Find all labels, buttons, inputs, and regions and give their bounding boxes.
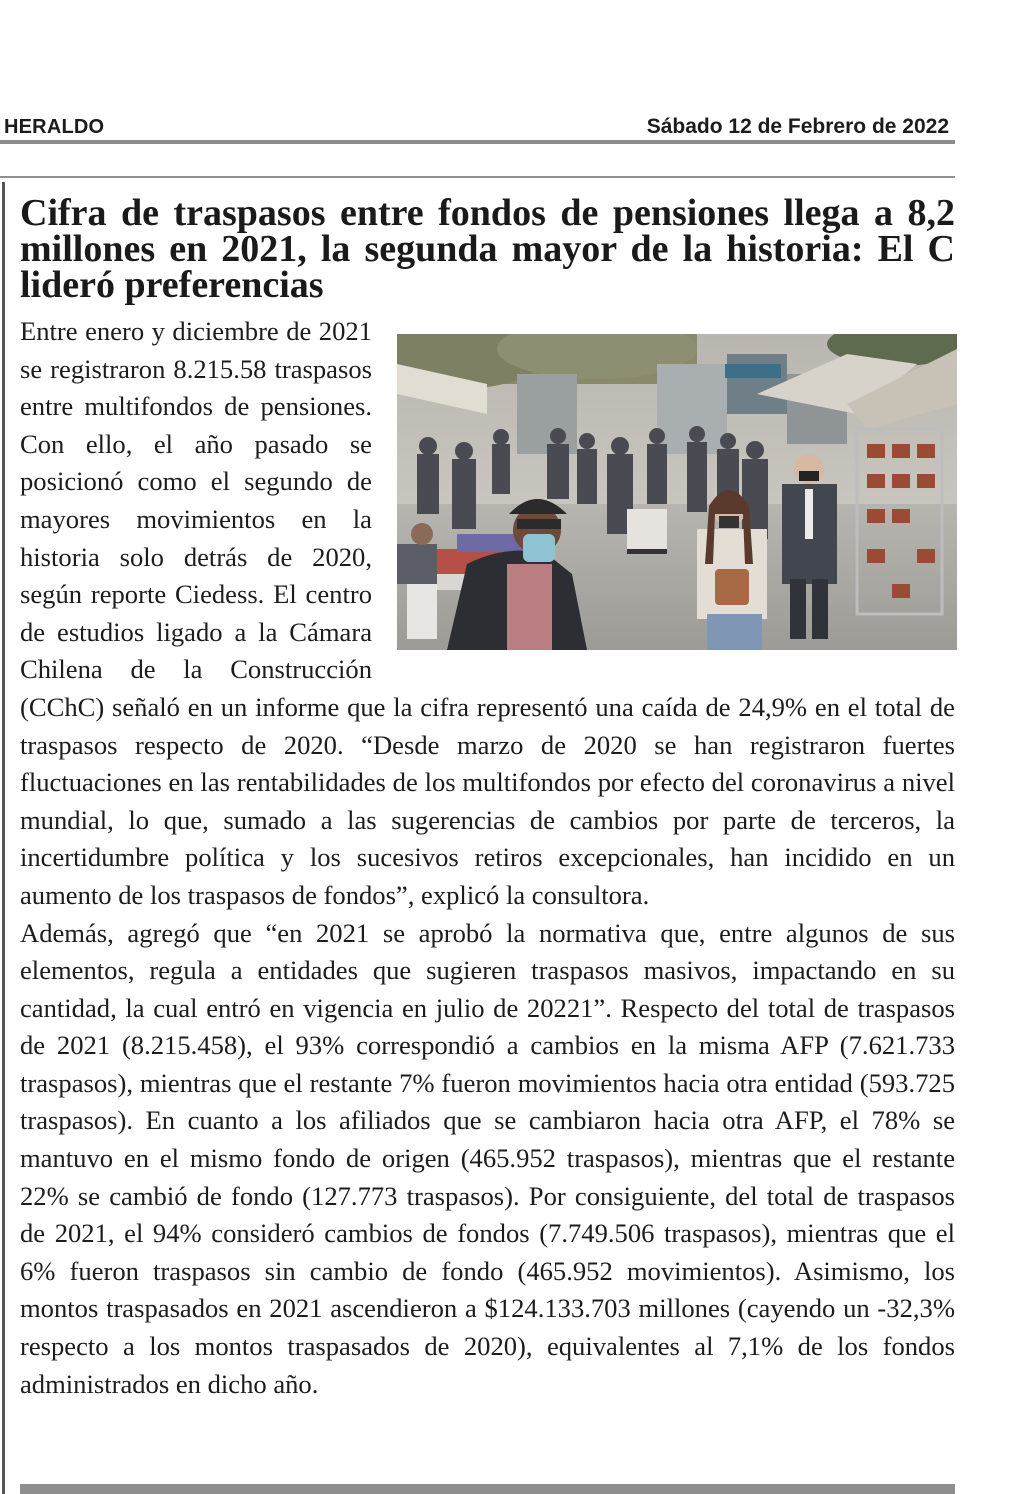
publication-date: Sábado 12 de Febrero de 2022 xyxy=(646,115,949,138)
section-rule xyxy=(0,176,955,178)
header-rule xyxy=(0,140,955,144)
article-body xyxy=(20,313,955,1403)
masthead xyxy=(0,110,955,144)
news-photo xyxy=(397,334,957,650)
article-headline: Cifra de traspasos entre fondos de pensiones llega a 8,2 millones en 2021, la segunda mayor de la historia: El C lideró preferencias xyxy=(20,192,955,306)
footer-rule xyxy=(20,1484,955,1494)
street-crowd-photo xyxy=(397,334,957,650)
article-paragraph-2: Además, agregó que “en 2021 se aprobó la normativa que, entre algunos de sus elementos, regula a entidades que sugieren traspasos masivos, impactando en su cantidad, la cual entró en vigencia en julio de 20221”. Respecto del total de traspasos de 2021 (8.215.458), el 93% correspondió a cambios en la misma AFP (7.621.733 traspasos), mientras que el restante 7% fueron movimientos hacia otra entidad (593.725 traspasos). En cuanto a los afiliados que se cambiaron hacia otra AFP, el 78% se mantuvo en el mismo fondo de origen (465.952 traspasos), mientras que el restante 22% se cambió de fondo (127.773 traspasos). Por consiguiente, del total de traspasos de 2021, el 94% consideró cambios de fondos (7.749.506 traspasos), mientras que el 6% fueron traspasos sin cambio de fondo (465.952 movimientos). Asimismo, los montos traspasados en 2021 ascendieron a $124.133.703 millones (cayendo un -32,3% respecto a los montos traspasados de 2020), equivalentes al 7,1% de los fondos administrados en dicho año. xyxy=(20,917,955,1399)
article-paragraph-1: Entre enero y diciembre de 2021 se registraron 8.215.58 traspasos entre multifondos de pensiones. Con ello, el año pasado se posicionó como el segundo de mayores movimientos en la historia solo detrás de 2020, según reporte Ciedess. El centro de estudios ligado a la Cámara Chilena de la Construcción (CChC) señaló en un informe que la cifra representó una caída de 24,9% en el total de traspasos respecto de 2020. “Desde marzo de 2020 se han registraron fuertes fluctuaciones en las rentabilidades de los multifondos por efecto del coronavirus a nivel mundial, lo que, sumado a las sugerencias de cambios por parte de terceros, la incertidumbre política y los sucesivos retiros excepcionales, han incidido en un aumento de los traspasos de fondos”, explicó la consultora. xyxy=(20,316,955,910)
newspaper-name: HERALDO xyxy=(4,116,105,138)
column-rule xyxy=(2,182,5,1494)
